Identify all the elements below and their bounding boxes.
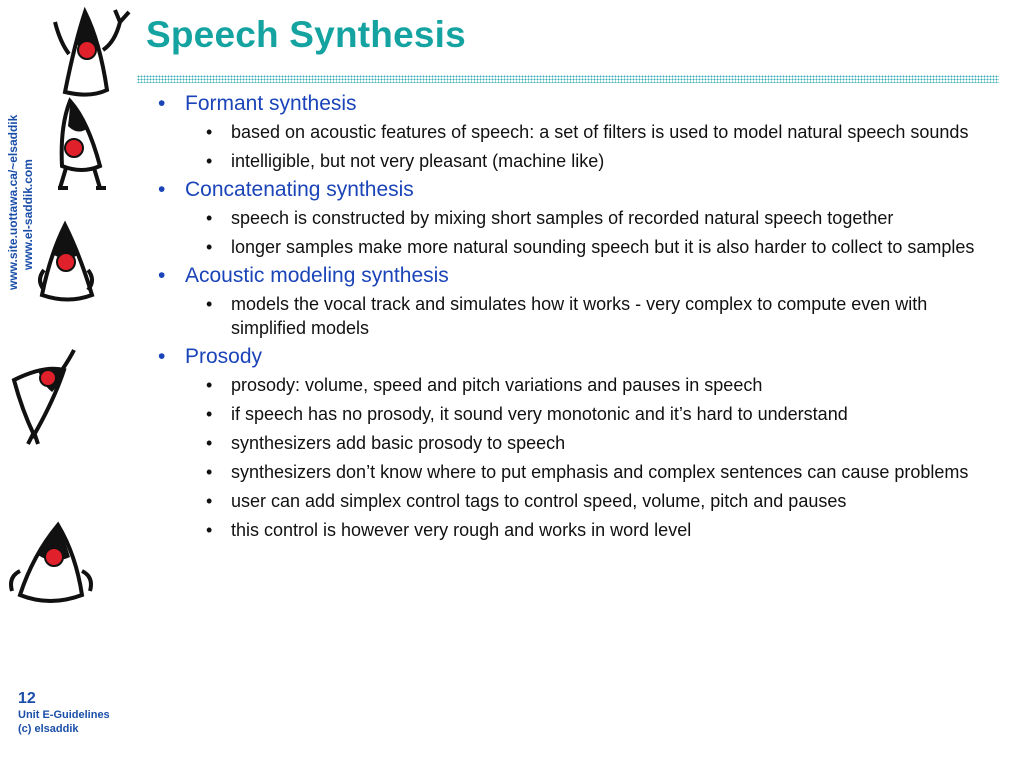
list-item: • speech is constructed by mixing short samples of recorded natural speech together: [206, 208, 894, 228]
mascot-standing-icon: [30, 210, 150, 320]
page-number: 12: [18, 690, 36, 707]
mascot-running-icon: [4, 340, 124, 450]
slide-content: [158, 92, 998, 547]
bullet-icon: •: [206, 433, 213, 453]
list-item: • based on acoustic features of speech: a set of filters is used to model natural speech sounds: [206, 122, 969, 142]
section-heading: • Formant synthesis: [158, 92, 357, 115]
mascot-sitting-icon: [8, 515, 128, 625]
section-heading: • Prosody: [158, 345, 263, 368]
bullet-icon: •: [206, 404, 213, 424]
list-item: • user can add simplex control tags to control speed, volume, pitch and pauses: [206, 491, 847, 511]
sidebar-url-secondary: www.el-saddik.com: [21, 159, 35, 270]
slide-footer: [18, 690, 110, 736]
list-item: • models the vocal track and simulates how it works - very complex to compute even with simplified models: [206, 294, 928, 338]
list-item: • synthesizers don’t know where to put emphasis and complex sentences can cause problems: [206, 462, 969, 482]
bullet-icon: •: [206, 462, 213, 482]
bullet-icon: •: [206, 237, 213, 257]
mascot-jumping-icon: [40, 96, 160, 206]
bullet-icon: •: [206, 491, 213, 511]
title-divider: [137, 75, 999, 83]
course-label: Unit E-Guidelines: [18, 709, 110, 721]
bullet-icon: •: [158, 264, 166, 287]
bullet-icon: •: [206, 151, 213, 171]
list-item: • prosody: volume, speed and pitch variations and pauses in speech: [206, 375, 763, 395]
list-item: • longer samples make more natural sounding speech but it is also harder to collect to samples: [206, 237, 975, 257]
bullet-icon: •: [206, 375, 213, 395]
section-heading: • Concatenating synthesis: [158, 178, 414, 201]
bullet-icon: •: [206, 294, 213, 314]
bullet-icon: •: [206, 208, 213, 228]
slide-title: Speech Synthesis: [146, 14, 466, 55]
bullet-icon: •: [206, 520, 213, 540]
bullet-icon: •: [158, 178, 166, 201]
bullet-icon: •: [158, 92, 166, 115]
list-item: • intelligible, but not very pleasant (machine like): [206, 151, 605, 171]
bullet-icon: •: [158, 345, 166, 368]
list-item: • this control is however very rough and works in word level: [206, 520, 692, 540]
sidebar-url-primary: www.site.uottawa.ca/~elsaddik: [6, 114, 20, 290]
section-heading: • Acoustic modeling synthesis: [158, 264, 449, 287]
list-item: • synthesizers add basic prosody to speech: [206, 433, 566, 453]
list-item: • if speech has no prosody, it sound very monotonic and it’s hard to understand: [206, 404, 848, 424]
bullet-icon: •: [206, 122, 213, 142]
copyright-label: (c) elsaddik: [18, 723, 79, 735]
